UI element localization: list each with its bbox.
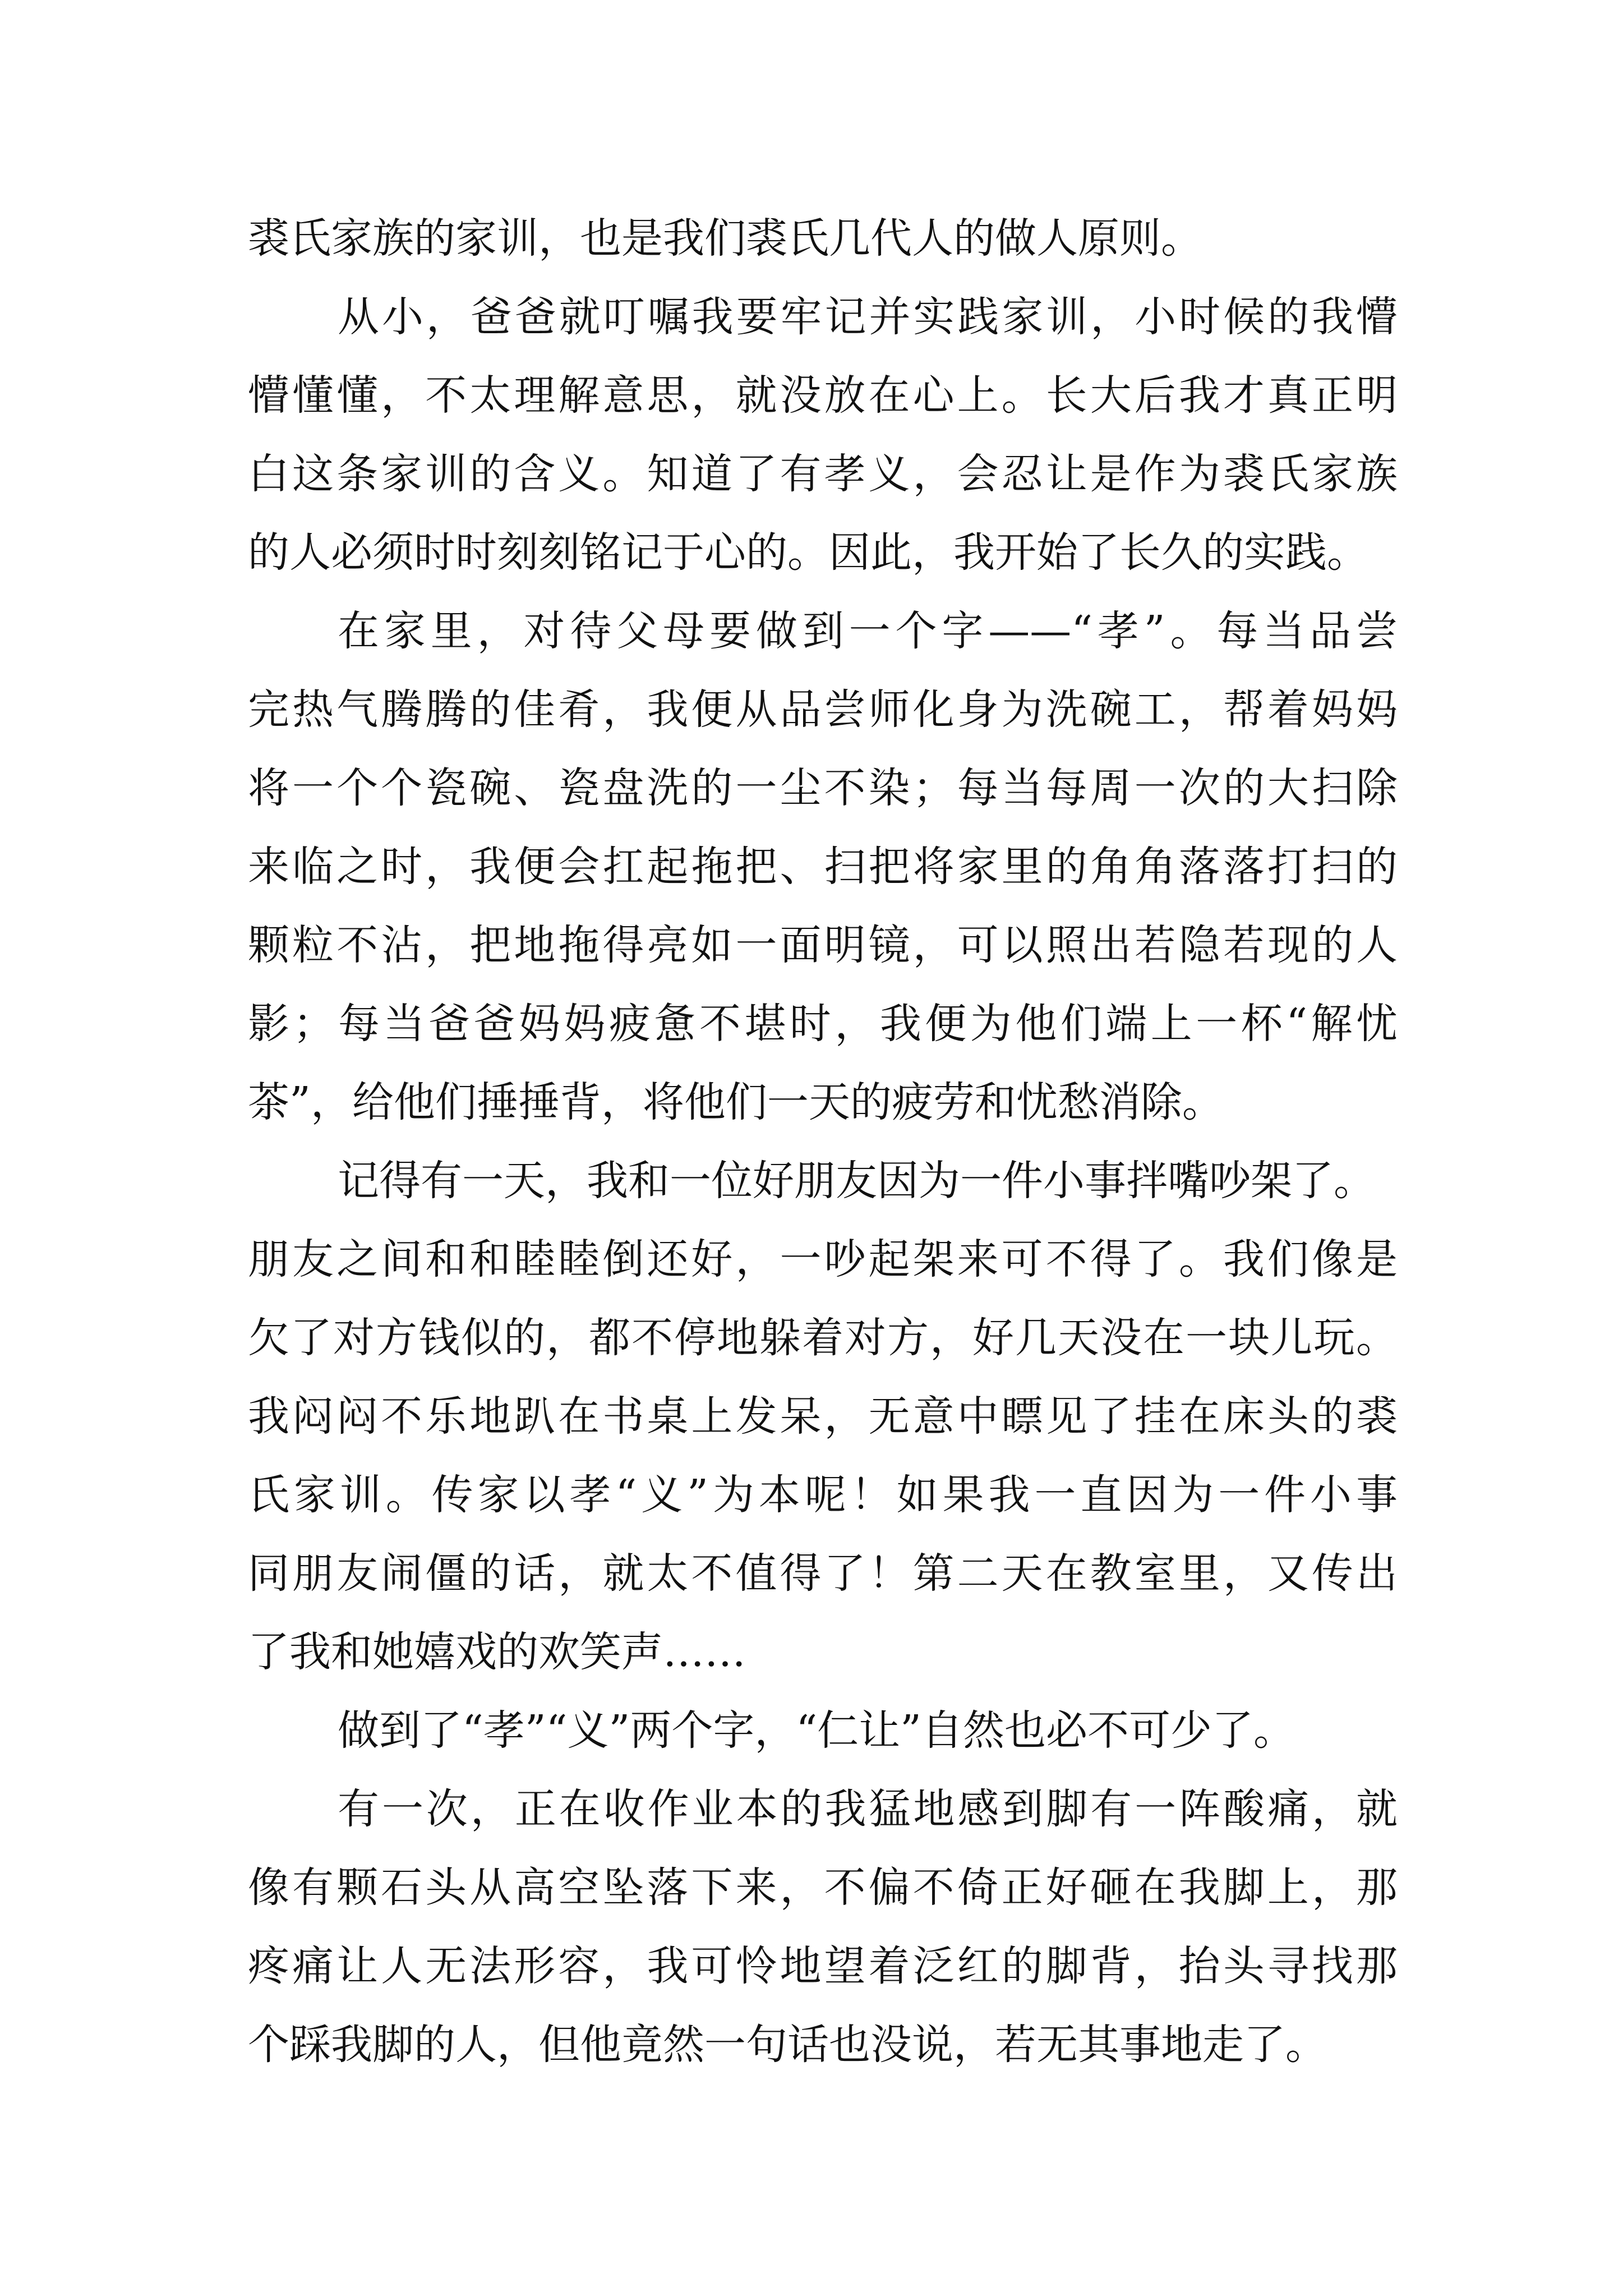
- paragraph-first-line: 在家里，对待父母要做到一个字——“孝”。每当品尝: [338, 607, 1398, 655]
- text-line: 懵懂懂，不太理解意思，就没放在心上。长大后我才真正明: [248, 371, 1398, 420]
- text-line: 颗粒不沾，把地拖得亮如一面明镜，可以照出若隐若现的人: [248, 921, 1398, 969]
- text-line: 影；每当爸爸妈妈疲惫不堪时，我便为他们端上一杯“解忧: [248, 1000, 1398, 1048]
- text-line: 欠了对方钱似的，都不停地躲着对方，好几天没在一块儿玩。: [248, 1314, 1398, 1362]
- text-line: 将一个个瓷碗、瓷盘洗的一尘不染；每当每周一次的大扫除: [248, 764, 1398, 812]
- body-text: [248, 199, 1398, 2084]
- text-line: 了我和她嬉戏的欢笑声……: [248, 1628, 746, 1676]
- text-line: 完热气腾腾的佳肴，我便从品尝师化身为洗碗工，帮着妈妈: [248, 685, 1398, 734]
- text-line: 我闷闷不乐地趴在书桌上发呆，无意中瞟见了挂在床头的裘: [248, 1392, 1398, 1441]
- text-line: 同朋友闹僵的话，就太不值得了！第二天在教室里，又传出: [248, 1549, 1398, 1598]
- text-line: 疼痛让人无法形容，我可怜地望着泛红的脚背，抬头寻找那: [248, 1942, 1398, 1990]
- text-line: 个踩我脚的人，但他竟然一句话也没说，若无其事地走了。: [248, 2021, 1327, 2069]
- paragraph-first-line: 有一次，正在收作业本的我猛地感到脚有一阵酸痛，就: [338, 1785, 1398, 1833]
- text-line: 裘氏家族的家训，也是我们裘氏几代人的做人原则。: [248, 214, 1202, 263]
- text-line: 来临之时，我便会扛起拖把、扫把将家里的角角落落打扫的: [248, 843, 1398, 891]
- text-line: 朋友之间和和睦睦倒还好，一吵起架来可不得了。我们像是: [248, 1235, 1398, 1283]
- text-line: 氏家训。传家以孝“义”为本呢！如果我一直因为一件小事: [248, 1471, 1398, 1519]
- paragraph-first-line: 做到了“孝”“义”两个字，“仁让”自然也必不可少了。: [338, 1706, 1295, 1755]
- text-line: 白这条家训的含义。知道了有孝义，会忍让是作为裘氏家族: [248, 450, 1398, 498]
- text-line: 的人必须时时刻刻铭记于心的。因此，我开始了长久的实践。: [248, 528, 1368, 577]
- paragraph-first-line: 记得有一天，我和一位好朋友因为一件小事拌嘴吵架了。: [338, 1157, 1375, 1205]
- text-line: 像有颗石头从高空坠落下来，不偏不倚正好砸在我脚上，那: [248, 1864, 1398, 1912]
- text-line: 茶”，给他们捶捶背，将他们一天的疲劳和忧愁消除。: [248, 1078, 1224, 1126]
- paragraph-first-line: 从小，爸爸就叮嘱我要牢记并实践家训，小时候的我懵: [338, 293, 1398, 341]
